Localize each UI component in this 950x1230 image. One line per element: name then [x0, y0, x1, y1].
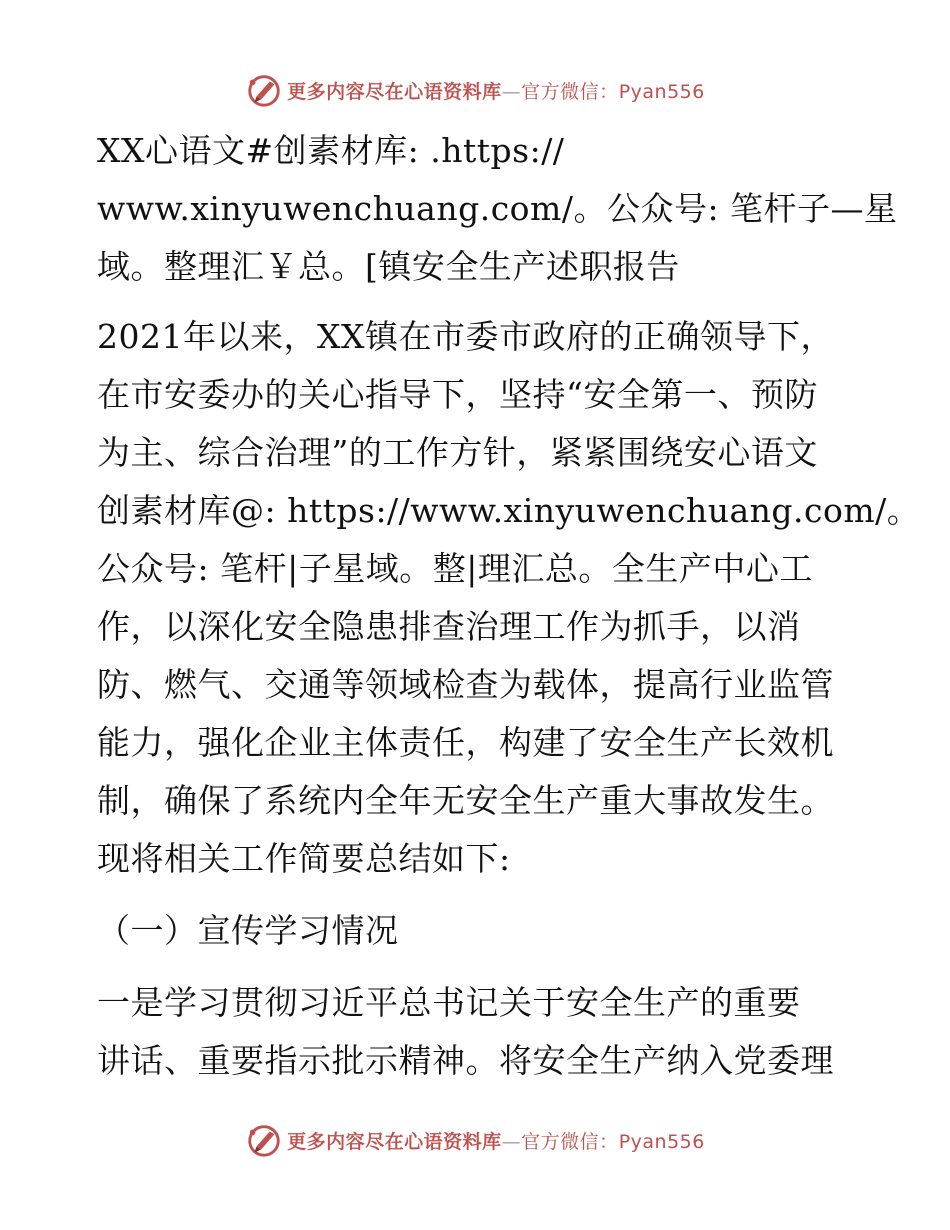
banner-text-dash: —: [501, 1130, 522, 1153]
text-line: 一是学习贯彻习近平总书记关于安全生产的重要: [97, 983, 801, 1022]
banner-text-wechat-label: 官方微信：: [521, 80, 619, 103]
text-line: 2021年以来，XX镇在市委市政府的正确领导下，: [97, 317, 834, 356]
banner-text-wechat-id: Pyan556: [618, 80, 705, 103]
paragraph-summary: [97, 308, 921, 888]
paragraph-study: [97, 974, 857, 1090]
text-line: 为主、综合治理”的工作方针，紧紧围绕安心语文: [97, 433, 818, 472]
banner-text-main: 更多内容尽在心语资料库: [287, 1130, 502, 1153]
text-line: 创素材库@: https://www.xinyuwenchuang.com/。: [97, 491, 921, 530]
banner-text-main: 更多内容尽在心语资料库: [287, 80, 502, 103]
footer-watermark-banner: [0, 1118, 950, 1162]
banner-text-wechat-id: Pyan556: [618, 1130, 705, 1153]
text-line: 作，以深化安全隐患排查治理工作为抓手，以消: [97, 607, 801, 646]
pen-logo-icon: [245, 1121, 283, 1159]
text-line: 防、燃气、交通等领域检查为载体，提高行业监管: [97, 665, 834, 704]
banner-text: [287, 1127, 705, 1154]
text-line: 制，确保了系统内全年无安全生产重大事故发生。: [97, 781, 834, 820]
text-line: www.xinyuwenchuang.com/。公众号: 笔杆子—星: [97, 189, 898, 228]
banner-text-dash: —: [501, 80, 522, 103]
section-heading: [97, 902, 857, 960]
text-line: 域。整理汇￥总。[镇安全生产述职报告: [97, 247, 680, 286]
text-line: XX心语文#创素材库: .https://: [97, 131, 565, 170]
text-line: 讲话、重要指示批示精神。将安全生产纳入党委理: [97, 1041, 834, 1080]
text-line: 公众号: 笔杆|子星域。整|理汇总。全生产中心工: [97, 549, 813, 588]
banner-text: [287, 77, 705, 104]
text-line: 现将相关工作简要总结如下:: [97, 839, 511, 878]
pen-logo-icon: [245, 71, 283, 109]
text-line: （一）宣传学习情况: [97, 911, 399, 950]
paragraph-intro: [97, 122, 898, 296]
header-watermark-banner: [0, 68, 950, 112]
banner-text-wechat-label: 官方微信：: [521, 1130, 619, 1153]
text-line: 能力，强化企业主体责任，构建了安全生产长效机: [97, 723, 834, 762]
text-line: 在市安委办的关心指导下，坚持“安全第一、预防: [97, 375, 818, 414]
document-body: [97, 122, 921, 1090]
